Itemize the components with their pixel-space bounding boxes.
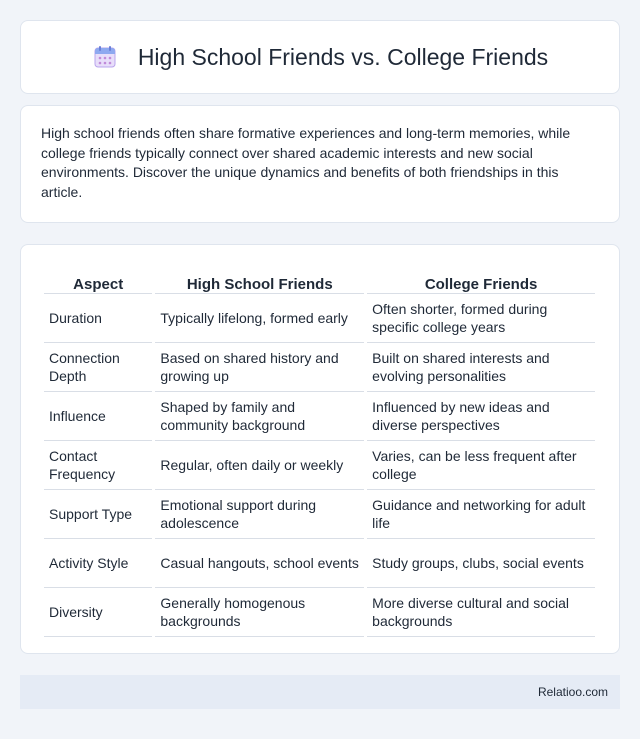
header-college-friends: College Friends bbox=[367, 261, 595, 294]
intro-card bbox=[20, 105, 620, 223]
row-high-school: Typically lifelong, formed early bbox=[155, 294, 364, 343]
table-row bbox=[44, 441, 595, 490]
table-row bbox=[44, 490, 595, 539]
row-college: Often shorter, formed during specific college years bbox=[367, 294, 595, 343]
intro-paragraph: High school friends often share formative experiences and long-term memories, while college friends typically connect over shared academic interests and new social environments. Discover the unique dynamics and benefits of both friendships in this article. bbox=[41, 125, 571, 200]
title-card bbox=[20, 20, 620, 94]
row-college: Built on shared interests and evolving personalities bbox=[367, 343, 595, 392]
row-college: Guidance and networking for adult life bbox=[367, 490, 595, 539]
header-high-school-friends: High School Friends bbox=[155, 261, 364, 294]
row-high-school: Casual hangouts, school events bbox=[155, 539, 364, 588]
header-aspect: Aspect bbox=[44, 261, 152, 294]
row-aspect: Support Type bbox=[44, 490, 152, 539]
table-row bbox=[44, 539, 595, 588]
row-college: Study groups, clubs, social events bbox=[367, 539, 595, 588]
calendar-icon bbox=[92, 44, 118, 70]
row-high-school: Generally homogenous backgrounds bbox=[155, 588, 364, 637]
table-row bbox=[44, 392, 595, 441]
row-high-school: Regular, often daily or weekly bbox=[155, 441, 364, 490]
comparison-table bbox=[41, 261, 598, 637]
footer bbox=[20, 675, 620, 709]
row-high-school: Based on shared history and growing up bbox=[155, 343, 364, 392]
row-aspect: Connection Depth bbox=[44, 343, 152, 392]
row-high-school: Emotional support during adolescence bbox=[155, 490, 364, 539]
row-aspect: Diversity bbox=[44, 588, 152, 637]
row-aspect: Activity Style bbox=[44, 539, 152, 588]
footer-brand: Relatioo.com bbox=[537, 685, 608, 699]
table-row bbox=[44, 588, 595, 637]
row-college: More diverse cultural and social backgrounds bbox=[367, 588, 595, 637]
row-aspect: Contact Frequency bbox=[44, 441, 152, 490]
table-header-row bbox=[44, 261, 595, 294]
comparison-table-card bbox=[20, 244, 620, 654]
row-college: Varies, can be less frequent after college bbox=[367, 441, 595, 490]
row-aspect: Influence bbox=[44, 392, 152, 441]
row-college: Influenced by new ideas and diverse perspectives bbox=[367, 392, 595, 441]
table-row bbox=[44, 343, 595, 392]
page-title: High School Friends vs. College Friends bbox=[137, 43, 549, 70]
row-high-school: Shaped by family and community background bbox=[155, 392, 364, 441]
row-aspect: Duration bbox=[44, 294, 152, 343]
table-row bbox=[44, 294, 595, 343]
